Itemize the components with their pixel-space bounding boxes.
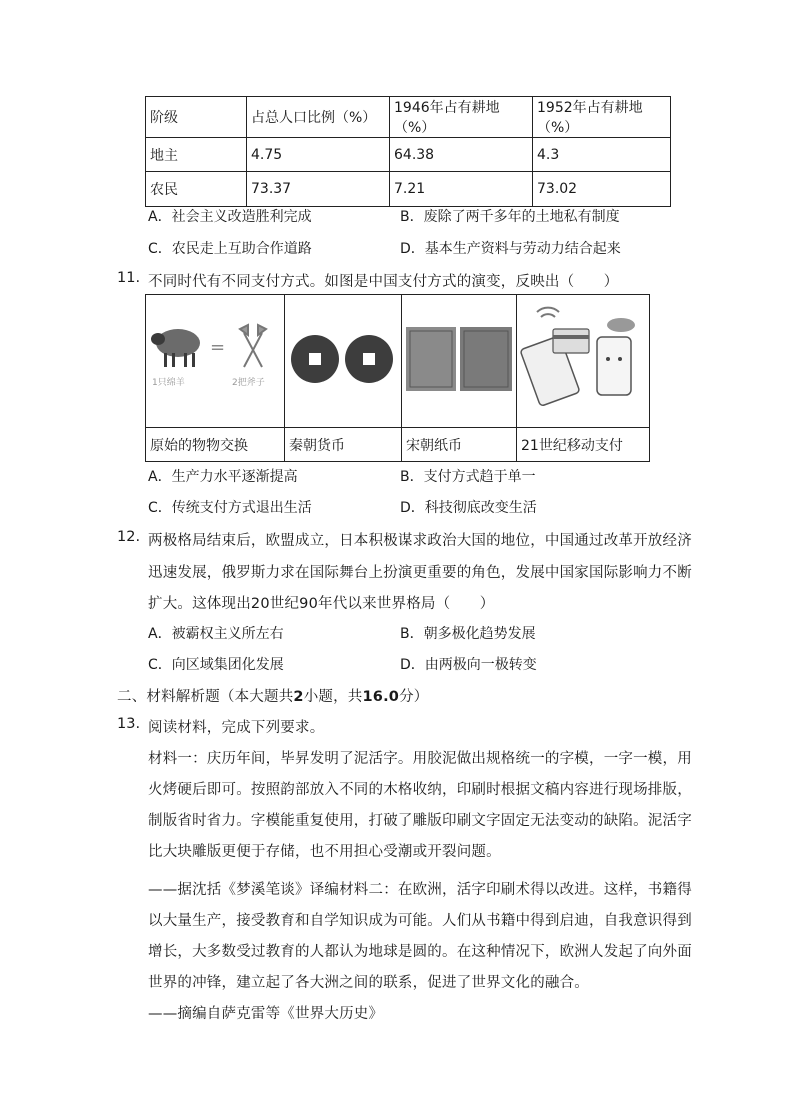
table-cell: 7.21: [390, 172, 533, 207]
table-row: [146, 172, 671, 207]
q11-option-a: A．生产力水平逐渐提高: [148, 469, 298, 485]
table-header-cell: 1952年占有耕地（%）: [533, 97, 671, 138]
table-cell: 4.3: [533, 138, 671, 172]
q11-option-d: D．科技彻底改变生活: [400, 500, 537, 516]
q13-number: 13.: [117, 716, 141, 732]
axes-label: 2把斧子: [232, 378, 265, 388]
q13-material-line: ——据沈括《梦溪笔谈》译编材料二：在欧洲，活字印刷术得以改进。这样，书籍得: [148, 882, 692, 898]
table-cell: 73.02: [533, 172, 671, 207]
sheep-label: 1只绵羊: [152, 378, 185, 388]
q12-stem-line: 两极格局结束后，欧盟成立，日本积极谋求政治大国的地位，中国通过改革开放经济: [148, 533, 692, 549]
coin-icon: [345, 335, 393, 383]
q13-source-line: ——摘编自萨克雷等《世界大历史》: [148, 1006, 384, 1022]
table-header-row: [146, 97, 671, 138]
q13-material-line: 世界的冲锋，建立起了各大洲之间的联系，促进了世界文化的融合。: [148, 975, 589, 991]
q12-option-a: A．被霸权主义所左右: [148, 626, 284, 642]
q13-material-line: 制版省时省力。字模能重复使用，打破了雕版印刷文字固定无法变动的缺陷。泥活字: [148, 813, 692, 829]
table-cell: 4.75: [247, 138, 390, 172]
axe-icon: [240, 325, 266, 367]
q12-option-c: C．向区域集团化发展: [148, 657, 284, 673]
table-cell: 64.38: [390, 138, 533, 172]
qin-coin-image-cell: [285, 295, 402, 428]
smartphone-icon: [597, 337, 631, 395]
song-paper-money-image-cell: [402, 295, 517, 428]
table-cell: 农民: [146, 172, 247, 207]
q13-material-line: 火烤硬后即可。按照韵部放入不同的木格收纳，印刷时根据文稿内容进行现场排版，: [148, 782, 692, 798]
q11-option-b: B．支付方式趋于单一: [400, 469, 536, 485]
qin-coins-illustration: [285, 295, 401, 423]
table-cell: 地主: [146, 138, 247, 172]
wifi-icon: [537, 308, 559, 317]
caption-row: [146, 428, 650, 462]
q11-number: 11.: [117, 270, 141, 286]
barter-illustration: [146, 295, 284, 423]
barter-image-cell: [146, 295, 285, 428]
table-header-cell: 1946年占有耕地（%）: [390, 97, 533, 138]
speech-bubble-icon: [607, 318, 635, 332]
table-row: [146, 138, 671, 172]
q10-option-a: A．社会主义改造胜利完成: [148, 209, 312, 225]
banknote-icon: [460, 327, 512, 391]
image-row: [146, 295, 650, 428]
banknote-icon: [406, 327, 456, 391]
land-data-table: [145, 96, 671, 207]
payment-evolution-table: [145, 294, 650, 462]
section-title: 二、材料解析题（本大题共2小题，共16.0分）: [117, 689, 429, 705]
q12-stem-line: 扩大。这体现出20世纪90年代以来世界格局（ ）: [148, 596, 495, 612]
song-paper-money-illustration: [402, 295, 516, 423]
q12-number: 12.: [117, 529, 141, 545]
sheep-icon: [151, 329, 200, 367]
q13-material-line: 比大块雕版更便于存储，也不用担心受潮或开裂问题。: [148, 844, 501, 860]
q10-option-b: B．废除了两千多年的土地私有制度: [400, 209, 620, 225]
q11-option-c: C．传统支付方式退出生活: [148, 500, 312, 516]
q12-option-d: D．由两极向一极转变: [400, 657, 537, 673]
mobile-payment-image-cell: [517, 295, 650, 428]
q10-option-d: D．基本生产资料与劳动力结合起来: [400, 241, 621, 257]
caption-cell: 宋朝纸币: [402, 428, 517, 462]
caption-cell: 原始的物物交换: [146, 428, 285, 462]
coin-icon: [291, 335, 339, 383]
table-cell: 73.37: [247, 172, 390, 207]
q10-option-c: C．农民走上互助合作道路: [148, 241, 312, 257]
q13-material-line: 材料一：庆历年间，毕昇发明了泥活字。用胶泥做出规格统一的字模，一字一模，用: [148, 751, 692, 767]
caption-cell: 21世纪移动支付: [517, 428, 650, 462]
q13-stem: 阅读材料，完成下列要求。: [148, 720, 325, 736]
q12-option-b: B．朝多极化趋势发展: [400, 626, 536, 642]
table-header-cell: 阶级: [146, 97, 247, 138]
q12-stem-line: 迅速发展，俄罗斯力求在国际舞台上扮演更重要的角色，发展中国家国际影响力不断: [148, 565, 692, 581]
mobile-payment-illustration: [517, 295, 647, 423]
credit-card-icon: [553, 329, 589, 353]
q13-material-line: 增长，大多数受过教育的人都认为地球是圆的。在这种情况下，欧洲人发起了向外面: [148, 944, 692, 960]
caption-cell: 秦朝货币: [285, 428, 402, 462]
equals-sign: =: [210, 337, 226, 358]
q11-stem: 不同时代有不同支付方式。如图是中国支付方式的演变，反映出（ ）: [148, 274, 619, 290]
table-header-cell: 占总人口比例（%）: [247, 97, 390, 138]
q13-material-line: 以大量生产，接受教育和自学知识成为可能。人们从书籍中得到启迪，自我意识得到: [148, 913, 692, 929]
